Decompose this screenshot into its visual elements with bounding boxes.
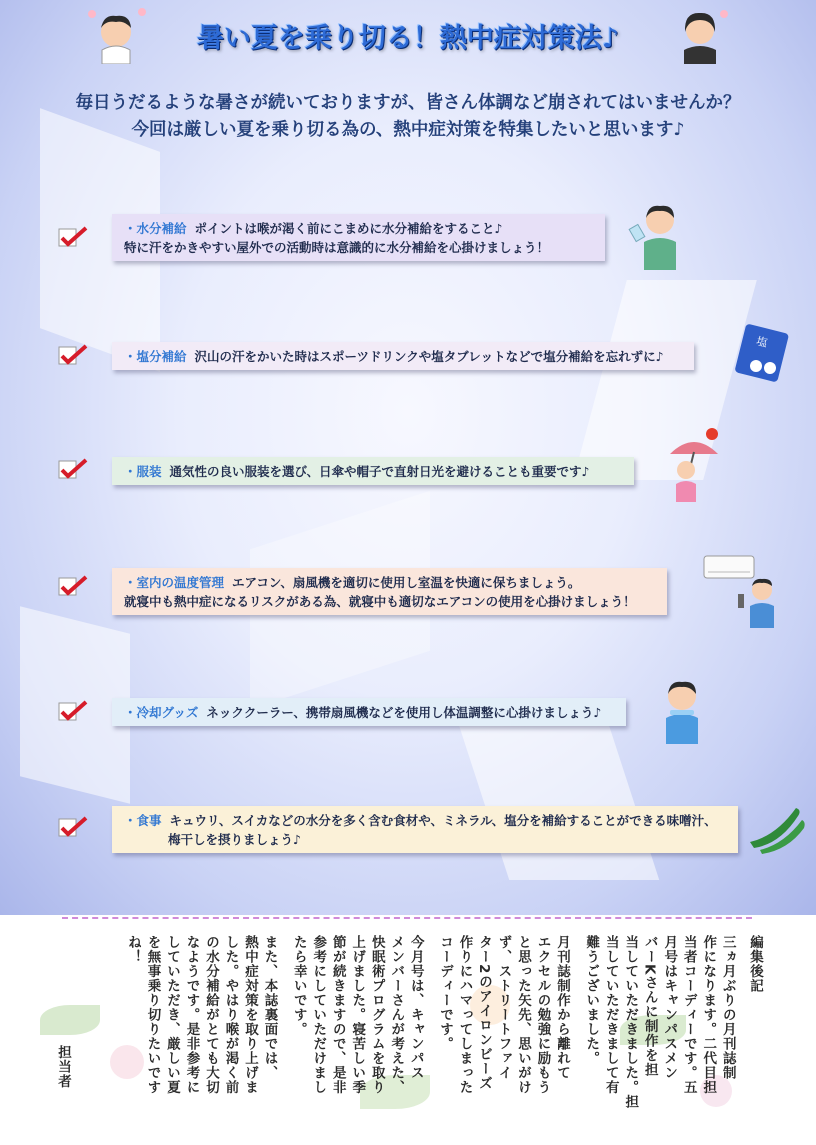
postscript-column: 参考にしていただけまし xyxy=(310,935,327,1095)
tip-cooling-goods xyxy=(112,698,626,726)
tip-heading: ・水分補給 xyxy=(124,221,187,236)
air-conditioner-remote-icon xyxy=(700,554,784,630)
tip-text: 沢山の汗をかいた時はスポーツドリンクや塩タブレットなどで塩分補給を忘れずに♪ xyxy=(194,349,664,364)
tip-text: キュウリ、スイカなどの水分を多く含む食材や、ミネラル、塩分を補給することができる味噌汁、 xyxy=(169,813,717,828)
tip-clothing xyxy=(112,457,634,485)
neck-cooler-person-icon xyxy=(654,674,710,746)
tip-heading: ・室内の温度管理 xyxy=(124,575,225,590)
postscript-column: 快眠術プログラムを取り xyxy=(368,935,385,1095)
tip-heading: ・食事 xyxy=(124,813,162,828)
parasol-person-icon xyxy=(664,424,724,504)
postscript-column: メンバーさんが考えた、 xyxy=(388,935,405,1095)
tip-text: ポイントは喉が渇く前にこまめに水分補給をすること♪ xyxy=(194,221,503,236)
tip-heading: ・塩分補給 xyxy=(124,349,187,364)
postscript-heading: 編集後記 xyxy=(747,935,763,993)
checkmark-icon xyxy=(58,816,88,840)
svg-text:塩: 塩 xyxy=(754,334,769,350)
postscript-column: エクセルの勉強に励もう xyxy=(534,935,551,1095)
tip-text: ネッククーラー、携帯扇風機などを使用し体温調整に心掛けましょう♪ xyxy=(206,705,602,720)
hot-person-right-icon xyxy=(668,4,732,64)
checkmark-icon xyxy=(58,344,88,368)
intro-line: 毎日うだるような暑さが続いておりますが、皆さん体調など崩されてはいませんか？ xyxy=(75,93,741,113)
postscript-column: 上げました。寝苦しい季 xyxy=(349,935,366,1095)
page-title: 暑い夏を乗り切る！熱中症対策法♪ xyxy=(196,23,620,54)
postscript-column: 難うございました。 xyxy=(583,935,600,1066)
postscript-column: コーディーです。 xyxy=(436,935,453,1051)
postscript-column: した。やはり喉が渇く前 xyxy=(222,935,239,1095)
tip-heading: ・服装 xyxy=(124,464,162,479)
section-divider xyxy=(62,917,752,919)
checkmark-icon xyxy=(58,458,88,482)
drinking-water-person-icon xyxy=(628,196,684,272)
postscript-column: 節が続きますので、是非 xyxy=(329,935,346,1095)
tip-room-temperature xyxy=(112,568,667,615)
postscript-column: していただき、厳しい夏 xyxy=(163,935,180,1095)
intro-text xyxy=(20,90,796,144)
checkmark-icon xyxy=(58,700,88,724)
tip-diet xyxy=(112,806,738,853)
tip-heading: ・冷却グッズ xyxy=(124,705,199,720)
decor-crystal xyxy=(451,700,659,880)
tip-text: 通気性の良い服装を選び、日傘や帽子で直射日光を避けることも重要です♪ xyxy=(169,464,590,479)
postscript-column: ね！ xyxy=(124,935,141,964)
postscript-column: 月刊誌制作から離れて xyxy=(553,935,570,1080)
postscript-column: 今月号は、キャンパス xyxy=(407,935,424,1080)
tip-salt xyxy=(112,342,694,370)
cucumber-icon xyxy=(746,798,808,854)
postscript-column: 作になります。二代目担 xyxy=(700,935,717,1095)
tip-text: 就寝中も熱中症になるリスクがある為、就寝中も適切なエアコンの使用を心掛けましょう！ xyxy=(124,594,636,609)
postscript-signature: 担当者 xyxy=(55,1045,71,1089)
intro-line: 今回は厳しい夏を乗り切る為の、熱中症対策を特集したいと思います♪ xyxy=(131,120,685,140)
postscript-column: たら幸いです。 xyxy=(290,935,307,1037)
postscript-column: を無事乗り切りたいです xyxy=(144,935,161,1095)
postscript-column: 作りにハマってしまった xyxy=(456,935,473,1095)
tip-text: 特に汗をかきやすい屋外での活動時は意識的に水分補給を心掛けましょう！ xyxy=(124,240,550,255)
tip-text: 梅干しを摂りましょう♪ xyxy=(168,832,301,847)
postscript-column: 熱中症対策を取り上げま xyxy=(241,935,258,1095)
postscript-column: 三ヵ月ぶりの月刊誌制 xyxy=(719,935,736,1080)
postscript-column: 当者コーディーです。五 xyxy=(680,935,697,1095)
tip-text: エアコン、扇風機を適切に使用し室温を快適に保ちましょう。 xyxy=(232,575,581,590)
postscript-column: ター2のアイロンビーズ xyxy=(475,935,492,1091)
postscript-column: の水分補給がとても大切 xyxy=(202,935,219,1095)
postscript-section xyxy=(0,925,816,1145)
checkmark-icon xyxy=(58,575,88,599)
postscript-column: バーKさんに制作を担 xyxy=(641,935,658,1077)
postscript-column: 月号はキャンパスメン xyxy=(661,935,678,1080)
postscript-column: 当していただきました。担 xyxy=(622,935,639,1109)
salt-tablet-pack-icon xyxy=(732,322,792,382)
decor-leaf xyxy=(40,1005,100,1035)
postscript-column: また、本誌裏面では、 xyxy=(261,935,278,1080)
checkmark-icon xyxy=(58,226,88,250)
tip-water xyxy=(112,214,605,261)
postscript-column: なようです。是非参考に xyxy=(183,935,200,1095)
postscript-column: ず、ストリートファイ xyxy=(495,935,512,1080)
postscript-column: 当していただきまして有 xyxy=(602,935,619,1095)
postscript-column: と思った矢先、思いがけ xyxy=(514,935,531,1095)
